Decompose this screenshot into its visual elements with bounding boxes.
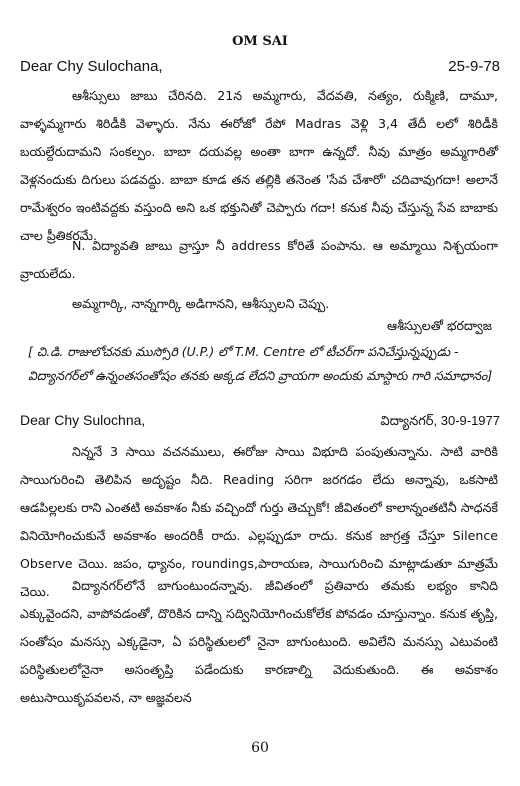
letter1-salutation: Dear Chy Sulochana, bbox=[20, 58, 163, 75]
letter2-date: విద్యానగర్, 30-9-1977 bbox=[380, 413, 500, 428]
bracket-note: [ చి.డి. రాజులోచనకు ముస్సోరి (U.P.) లో T.M. Centre లో టీచర్‌గా పనిచేస్తున్నప్పుడు - విద్యానగర్‌లో ఉన్నంతసంతోషం తనకు అక్కడ లేదని వ్రాయగా అందుకు మాస్టారు గారి సమాధానం] bbox=[28, 344, 493, 383]
letter1-paragraph-3: అమ్మగార్కి, నాన్నగార్కి అడిగానని, ఆశీస్సులని చెప్పు. bbox=[72, 296, 330, 311]
letter2-salutation: Dear Chy Sulochna, bbox=[20, 412, 146, 428]
page-number: 60 bbox=[251, 740, 269, 756]
letter2-paragraph-1: నిన్ననే 3 సాయి వచనములు, ఈరోజు సాయి విభూది పంపుతున్నాను. సాటి వారికి సాయిగురించి తెలిపిన అదృష్టం నీది. Reading సరిగా జరగడం లేదు అన్నావు, ఒకసాటి ఆడపిల్లలకు రాని ఎంతటి అవకాశం నీకు వచ్చిందో గుర్తు తెచ్చుకో! జీవితంలో కాలాన్నంతటినీ సాధనకే వినియోగించుకునే అవకాశం అందరికీ రాదు. ఎల్లప్పుడూ రాదు. కనుక జాగ్రత్త చేస్తూ Silence Observe చెయి. జపం, ధ్యానం, roundings,పారాయణ, సాయిగురించి మాట్లాడుతూ మాత్రమే చెయి. bbox=[20, 444, 498, 599]
letter1-heading-row bbox=[20, 58, 500, 75]
letter2-heading-row bbox=[20, 412, 500, 432]
page-header: OM SAI bbox=[232, 34, 288, 49]
letter1-date: 25-9-78 bbox=[448, 58, 500, 75]
letter1-paragraph-1: ఆశీస్సులు జాబు చేరినది. 21న అమ్మగారు, వేదవతి, నత్యం, రుక్మిణి, దామూ, వాళ్ళమ్మగారు శిరిడీకి వెళ్ళారు. నేను ఈరోజో రేపో Madras వెళ్లి 3,4 తేదీ లలో శిరిడీకి బయల్దేరుదామని సంకల్పం. బాబా దయవల్ల అంతా బాగా ఉన్నదో. నీవు మాత్రం అమ్మగారితో వెళ్లనందుకు దిగులు పడవద్దు. బాబా కూడ తన తల్లికి తనెంత 'సేవ చేశారో' చదివావుగదా! అలానే రామేశ్వరం ఇంటివద్దకు వస్తుంది అని ఒక భక్తునితో చెప్పారు గదా! కనుక నీవు చేస్తున్న సేవ బాబాకు చాల ప్రీతికరమే. bbox=[20, 88, 498, 243]
letter1-signature: ఆశీస్సులతో భరద్వాజ bbox=[387, 318, 492, 333]
letter1-paragraph-2: N. విద్యావతి జాబు వ్రాస్తూ నీ address కోరితే పంపాను. ఆ అమ్మాయి నిశ్చయంగా వ్రాయలేదు. bbox=[20, 238, 498, 281]
letter2-paragraph-2: విద్యానగర్‌లోనే బాగుంటుందన్నావు. జీవితంలో ప్రతివారు తమకు లభ్యం కానిది ఎక్కువైందని, వాపోవడంతో, దొరికిన దాన్ని సద్వినియోగించుకోలేక పోవడం చూస్తున్నాం. కనుక తృప్తి, సంతోషం మనస్సు ఎక్కడైనా, ఏ పరిస్థితులలో నైనా బాగుంటుంది. అవిలేని మనస్సు ఎటువంటి పరిస్థితులలోనైనా అసంతృప్తి పడేందుకు కారణాల్ని వెదుకుతుంది. ఈ అవకాశం అటుసాయికృపవలన, నా అజ్ఞవలన bbox=[20, 578, 498, 705]
